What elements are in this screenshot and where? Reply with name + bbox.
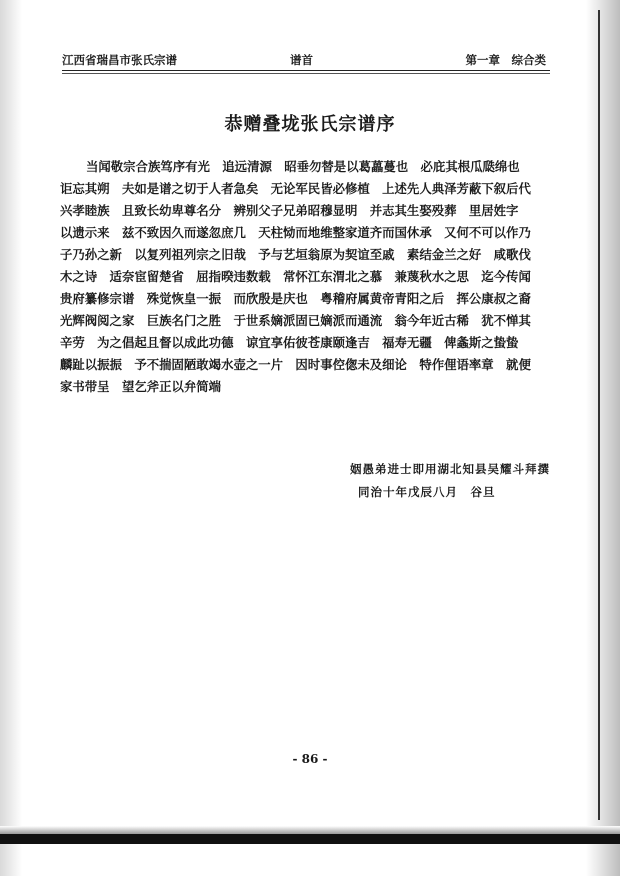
body-line: 家书带呈 望乞斧正以弁简端 bbox=[60, 379, 222, 394]
body-line: 以遗示来 兹不致因久而遂忽庶几 天柱恸而地维整家道齐而国休承 又何不可以作乃 bbox=[60, 225, 531, 240]
body-line: 光辉阀阅之家 巨族名门之胜 于世系嫡派固已嫡派而通流 翁今年近古稀 犹不惮其 bbox=[60, 313, 531, 328]
header-left-book-title: 江西省瑞昌市张氏宗谱 bbox=[62, 53, 177, 67]
page-number: - 86 - bbox=[292, 752, 328, 766]
body-line: 当闻敬宗合族笃序有光 追远清源 昭垂勿替是以葛藟蔓也 必庇其根瓜瓞绵也 bbox=[86, 159, 520, 174]
page-title: 恭赠叠垅张氏宗谱序 bbox=[224, 114, 396, 135]
preface-body bbox=[60, 156, 556, 398]
body-line: 麟趾以振振 予不揣固陋敢竭水壶之一片 因时事倥偬未及细论 特作俚语率章 就便 bbox=[60, 357, 531, 372]
body-line: 兴孝睦族 且致长幼卑尊名分 辨别父子兄弟昭穆显明 并志其生娶殁葬 里居姓字 bbox=[60, 203, 519, 218]
body-line: 贵府纂修宗谱 殊觉恢皇一振 而欣殷是庆也 粤稽府属黄帝青阳之后 挥公康叔之裔 bbox=[60, 291, 531, 306]
bottom-scan-shadow bbox=[0, 826, 620, 834]
signature-author: 姻愚弟进士即用湖北知县吴耀斗拜撰 bbox=[350, 462, 550, 476]
header-rule-thin bbox=[62, 73, 550, 74]
body-line: 辛劳 为之倡起且督以成此功德 谅宜享佑彼苍康颐逢吉 福寿无疆 俾螽斯之蛰蛰 bbox=[60, 335, 519, 350]
signature-date: 同治十年戊辰八月 谷旦 bbox=[358, 485, 496, 499]
header-center-section: 谱首 bbox=[290, 53, 313, 67]
body-line: 子乃孙之新 以复列祖列宗之旧哉 予与艺垣翁原为契谊至戚 素结金兰之好 咸歌伐 bbox=[60, 247, 531, 262]
body-line: 木之诗 适奈宦留楚省 屈指暌违数载 常怀江东渭北之慕 兼蔑秋水之思 迄今传闻 bbox=[60, 269, 531, 284]
body-line: 讵忘其朔 夫如是谱之切于人者急矣 无论军民皆必修植 上述先人典泽芳蔽下叙后代 bbox=[60, 181, 531, 196]
running-header bbox=[62, 50, 550, 70]
header-rule bbox=[62, 70, 550, 71]
bottom-scan-edge bbox=[0, 834, 620, 844]
header-right-chapter: 第一章 综合类 bbox=[465, 53, 546, 67]
